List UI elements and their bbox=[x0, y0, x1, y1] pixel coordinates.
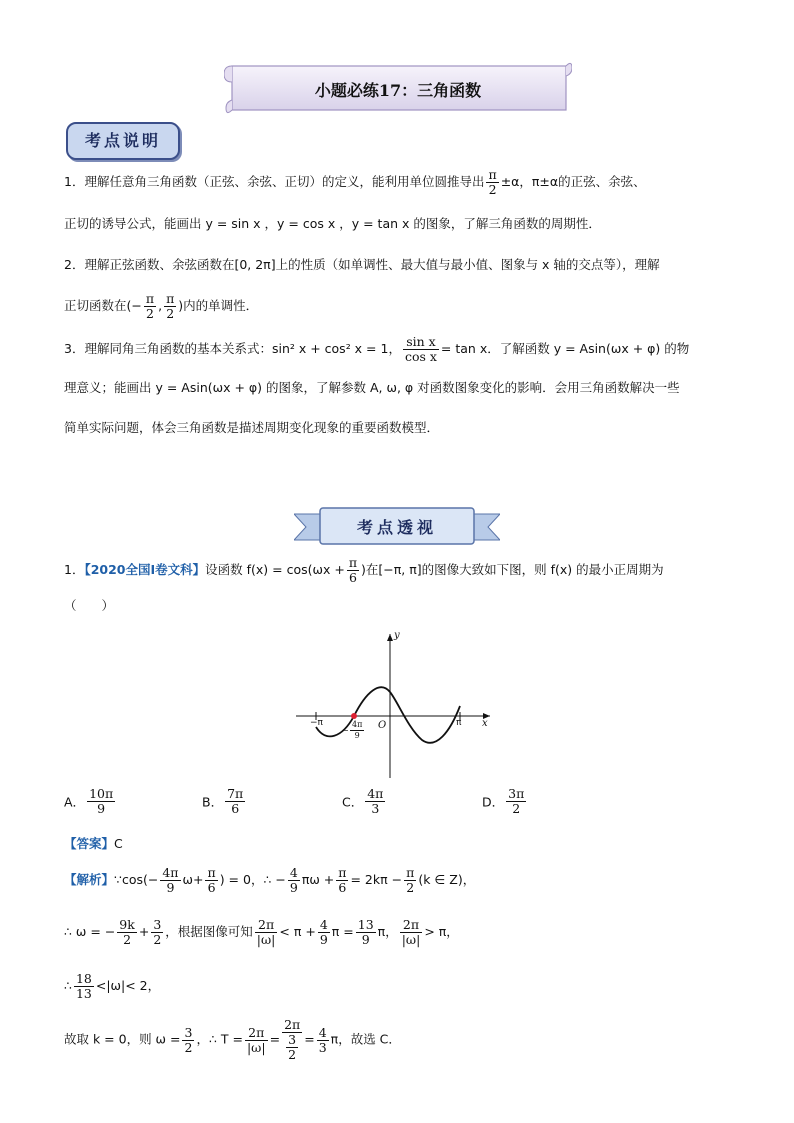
fraction: $\frac{\pi}{2}$ bbox=[488, 167, 497, 197]
para-1-line-2: 正切的诱导公式，能画出 y = sin x ，y = cos x ，y = tan x 的图象，了解三角函数的周期性． bbox=[64, 216, 601, 231]
compound-fraction: $\frac{2\pi}{\frac{3}{2}}$ bbox=[284, 1017, 301, 1062]
y-axis-arrow-icon bbox=[387, 634, 393, 641]
neg-pi-label: −π bbox=[310, 718, 323, 728]
answer-value: C bbox=[114, 836, 123, 851]
para-1-line-1 bbox=[64, 168, 646, 197]
para-3-line-2: 理意义；能画出 y = Asin(ωx + φ) 的图象，了解参数 A, ω, φ 对函数图象变化的影响．会用三角函数解决一些 bbox=[64, 380, 680, 395]
cosine-graph bbox=[290, 628, 500, 780]
title-banner bbox=[224, 60, 572, 116]
option-c[interactable]: C． $\frac{4\pi}{3}$ bbox=[342, 786, 384, 816]
x-label: x bbox=[482, 718, 488, 729]
graph-svg bbox=[290, 628, 500, 780]
option-b[interactable]: B． $\frac{7\pi}{6}$ bbox=[202, 786, 244, 816]
origin-label: O bbox=[378, 720, 387, 731]
analysis-line-4: 故取 k = 0，则 ω = $\frac{3}{2}$ ，∴ T = $\frac{2\pi}{|\omega|}$ = $\frac{2\pi}{\frac{3}{2}}$ = $\frac{4}{3}$ π，故选 C． bbox=[64, 1017, 401, 1062]
marker-label: − $\frac{4\pi}{9}$ bbox=[342, 720, 363, 740]
zero-marker bbox=[351, 713, 357, 719]
para-2-line-2: 正切函数在(− $\frac{\pi}{2}$ , $\frac{\pi}{2}$ )内的单调性． bbox=[64, 291, 259, 321]
analysis-line-1: 【解析】∵cos(− $\frac{4\pi}{9}$ ω+ $\frac{\pi}{6}$ ) = 0，∴ − $\frac{4}{9}$ πω + $\frac{\pi}{6}$ = 2kπ − $\frac{\pi}{2}$ (k ∈ Z)， bbox=[64, 865, 476, 895]
analysis-line-2: ∴ ω = − $\frac{9k}{2}$ + $\frac{3}{2}$ ，根据图像可知 $\frac{2\pi}{|\omega|}$ < π + $\frac{4}{9}$ π = $\frac{13}{9}$ π， $\frac{2\pi}{|\omega|}$ > π， bbox=[64, 917, 459, 947]
section-badge-explanation bbox=[66, 122, 180, 160]
pos-pi-label: π bbox=[456, 718, 462, 728]
page-title: 小题必练17：三角函数 bbox=[314, 81, 482, 100]
para-text: 1．理解任意角三角函数（正弦、余弦、正切）的定义，能利用单位圆推导出 bbox=[64, 174, 485, 189]
answer-label: 【答案】 bbox=[64, 836, 115, 851]
question-source: 【2020全国Ⅰ卷文科】 bbox=[84, 562, 206, 577]
para-2-line-1: 2．理解正弦函数、余弦函数在[0, 2π]上的性质（如单调性、最大值与最小值、图象与 x 轴的交点等），理解 bbox=[64, 257, 660, 272]
para-3-line-1: 3．理解同角三角函数的基本关系式：sin² x + cos² x = 1， $\frac{\text{sin x}}{\text{cos x}}$ = tan x．了解函数 y = Asin(ωx + φ) 的物 bbox=[64, 334, 690, 364]
analysis-label: 【解析】 bbox=[64, 872, 115, 887]
option-a[interactable]: A． $\frac{10\pi}{9}$ bbox=[64, 786, 114, 816]
para-text: ±α，π±α的正弦、余弦、 bbox=[500, 174, 646, 189]
section-banner-insight bbox=[294, 506, 500, 548]
analysis-line-3: ∴ $\frac{18}{13}$ <|ω|< 2， bbox=[64, 971, 161, 1001]
option-d[interactable]: D． $\frac{3\pi}{2}$ bbox=[482, 786, 525, 816]
answer-paren: （ ） bbox=[64, 598, 115, 613]
badge-label: 考点说明 bbox=[84, 131, 161, 150]
banner-label: 考点透视 bbox=[356, 518, 437, 537]
question-1-line-1: 1．【2020全国Ⅰ卷文科】设函数 f(x) = cos(ωx + $\frac{\pi}{6}$ )在[−π, π]的图像大致如下图，则 f(x) 的最小正周期为 bbox=[64, 555, 664, 585]
curve bbox=[316, 687, 460, 743]
answer-line bbox=[64, 834, 123, 854]
y-label: y bbox=[394, 630, 400, 641]
para-3-line-3: 简单实际问题，体会三角函数是描述周期变化现象的重要函数模型． bbox=[64, 420, 440, 435]
